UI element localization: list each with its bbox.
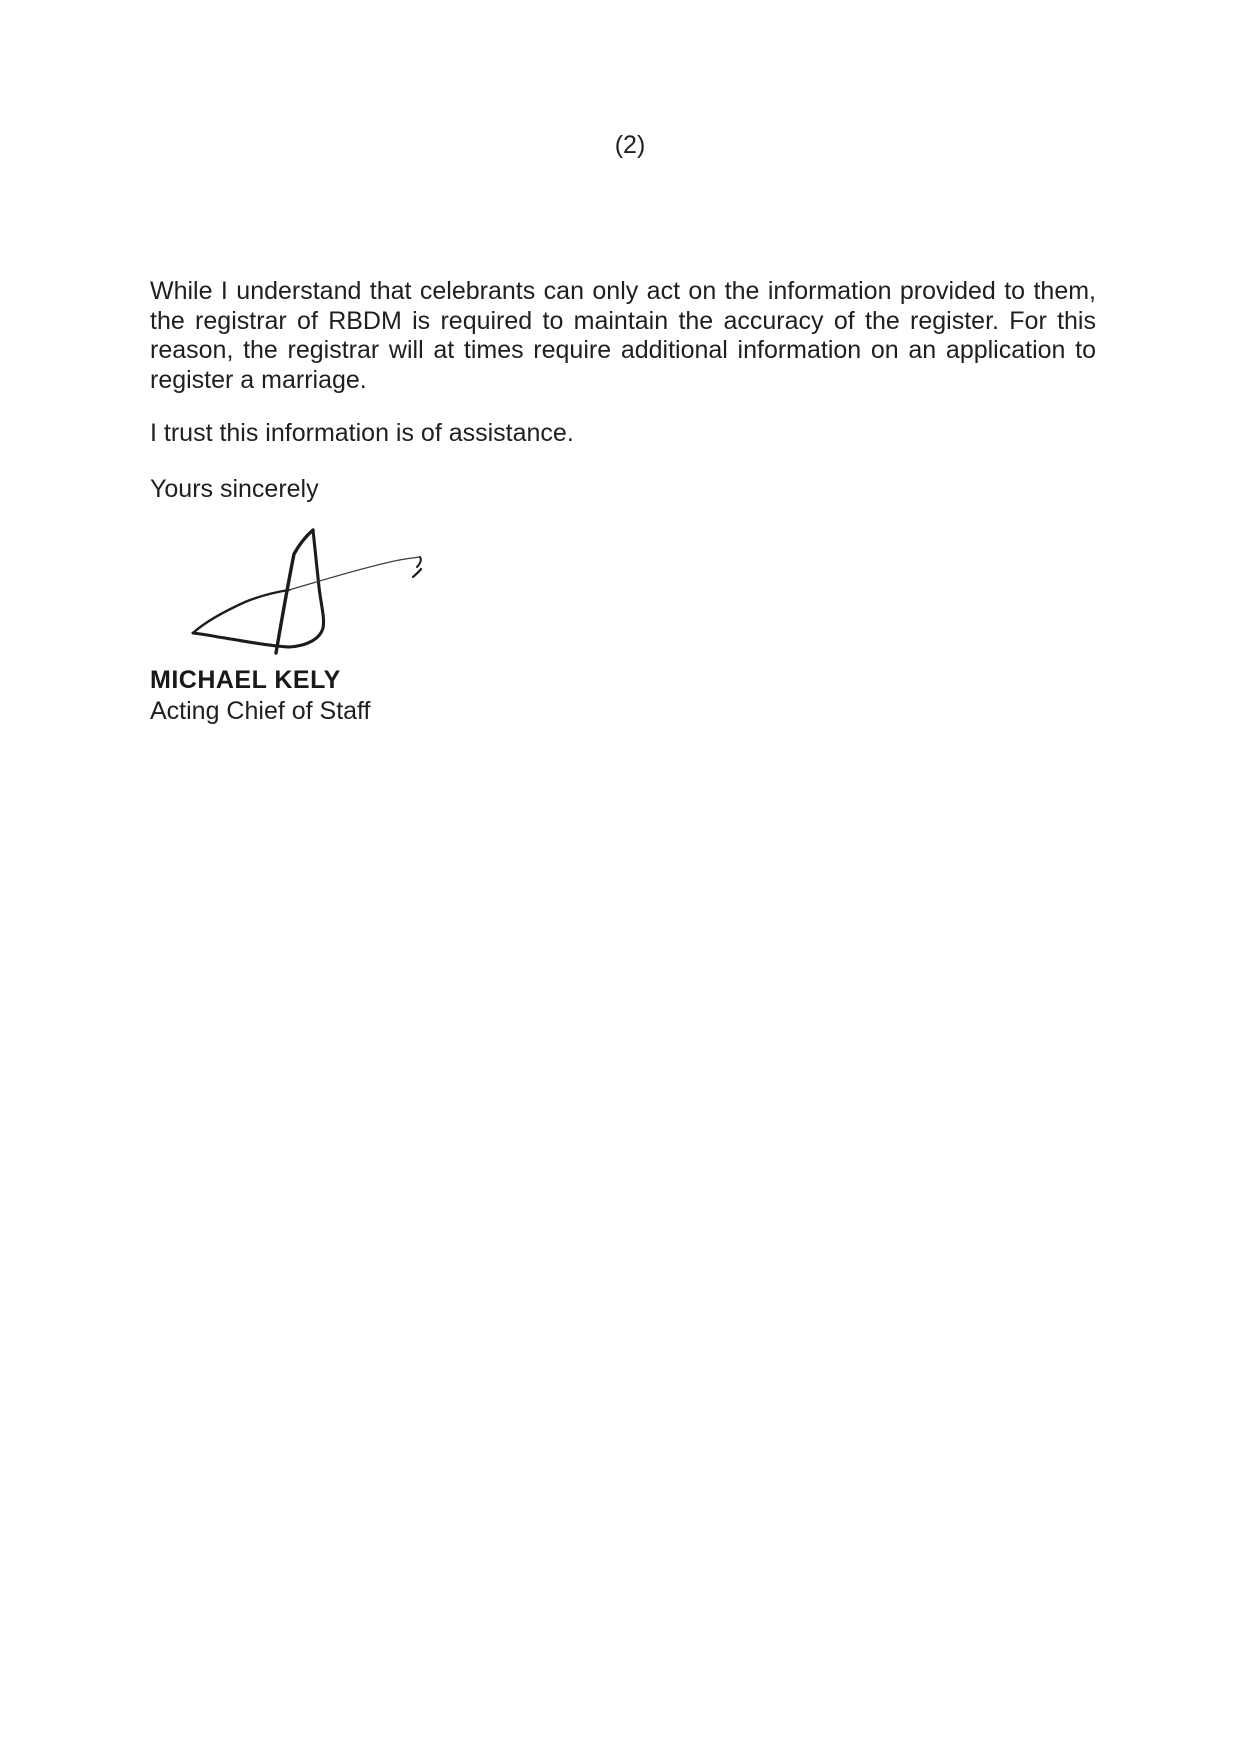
signature-icon — [185, 520, 430, 660]
page-number: (2) — [614, 131, 646, 159]
signature — [185, 520, 430, 660]
body-paragraph: While I understand that celebrants can only act on the information provided to them, the registrar of RBDM is required to maintain the accuracy of the register. For this reason, the registrar will at times require additional information on an application to register a marriage. — [150, 277, 1096, 394]
closing-line: I trust this information is of assistance. — [150, 419, 574, 447]
signatory-title: Acting Chief of Staff — [150, 697, 371, 725]
valediction: Yours sincerely — [150, 475, 319, 503]
signatory-name: MICHAEL KELY — [150, 666, 341, 694]
